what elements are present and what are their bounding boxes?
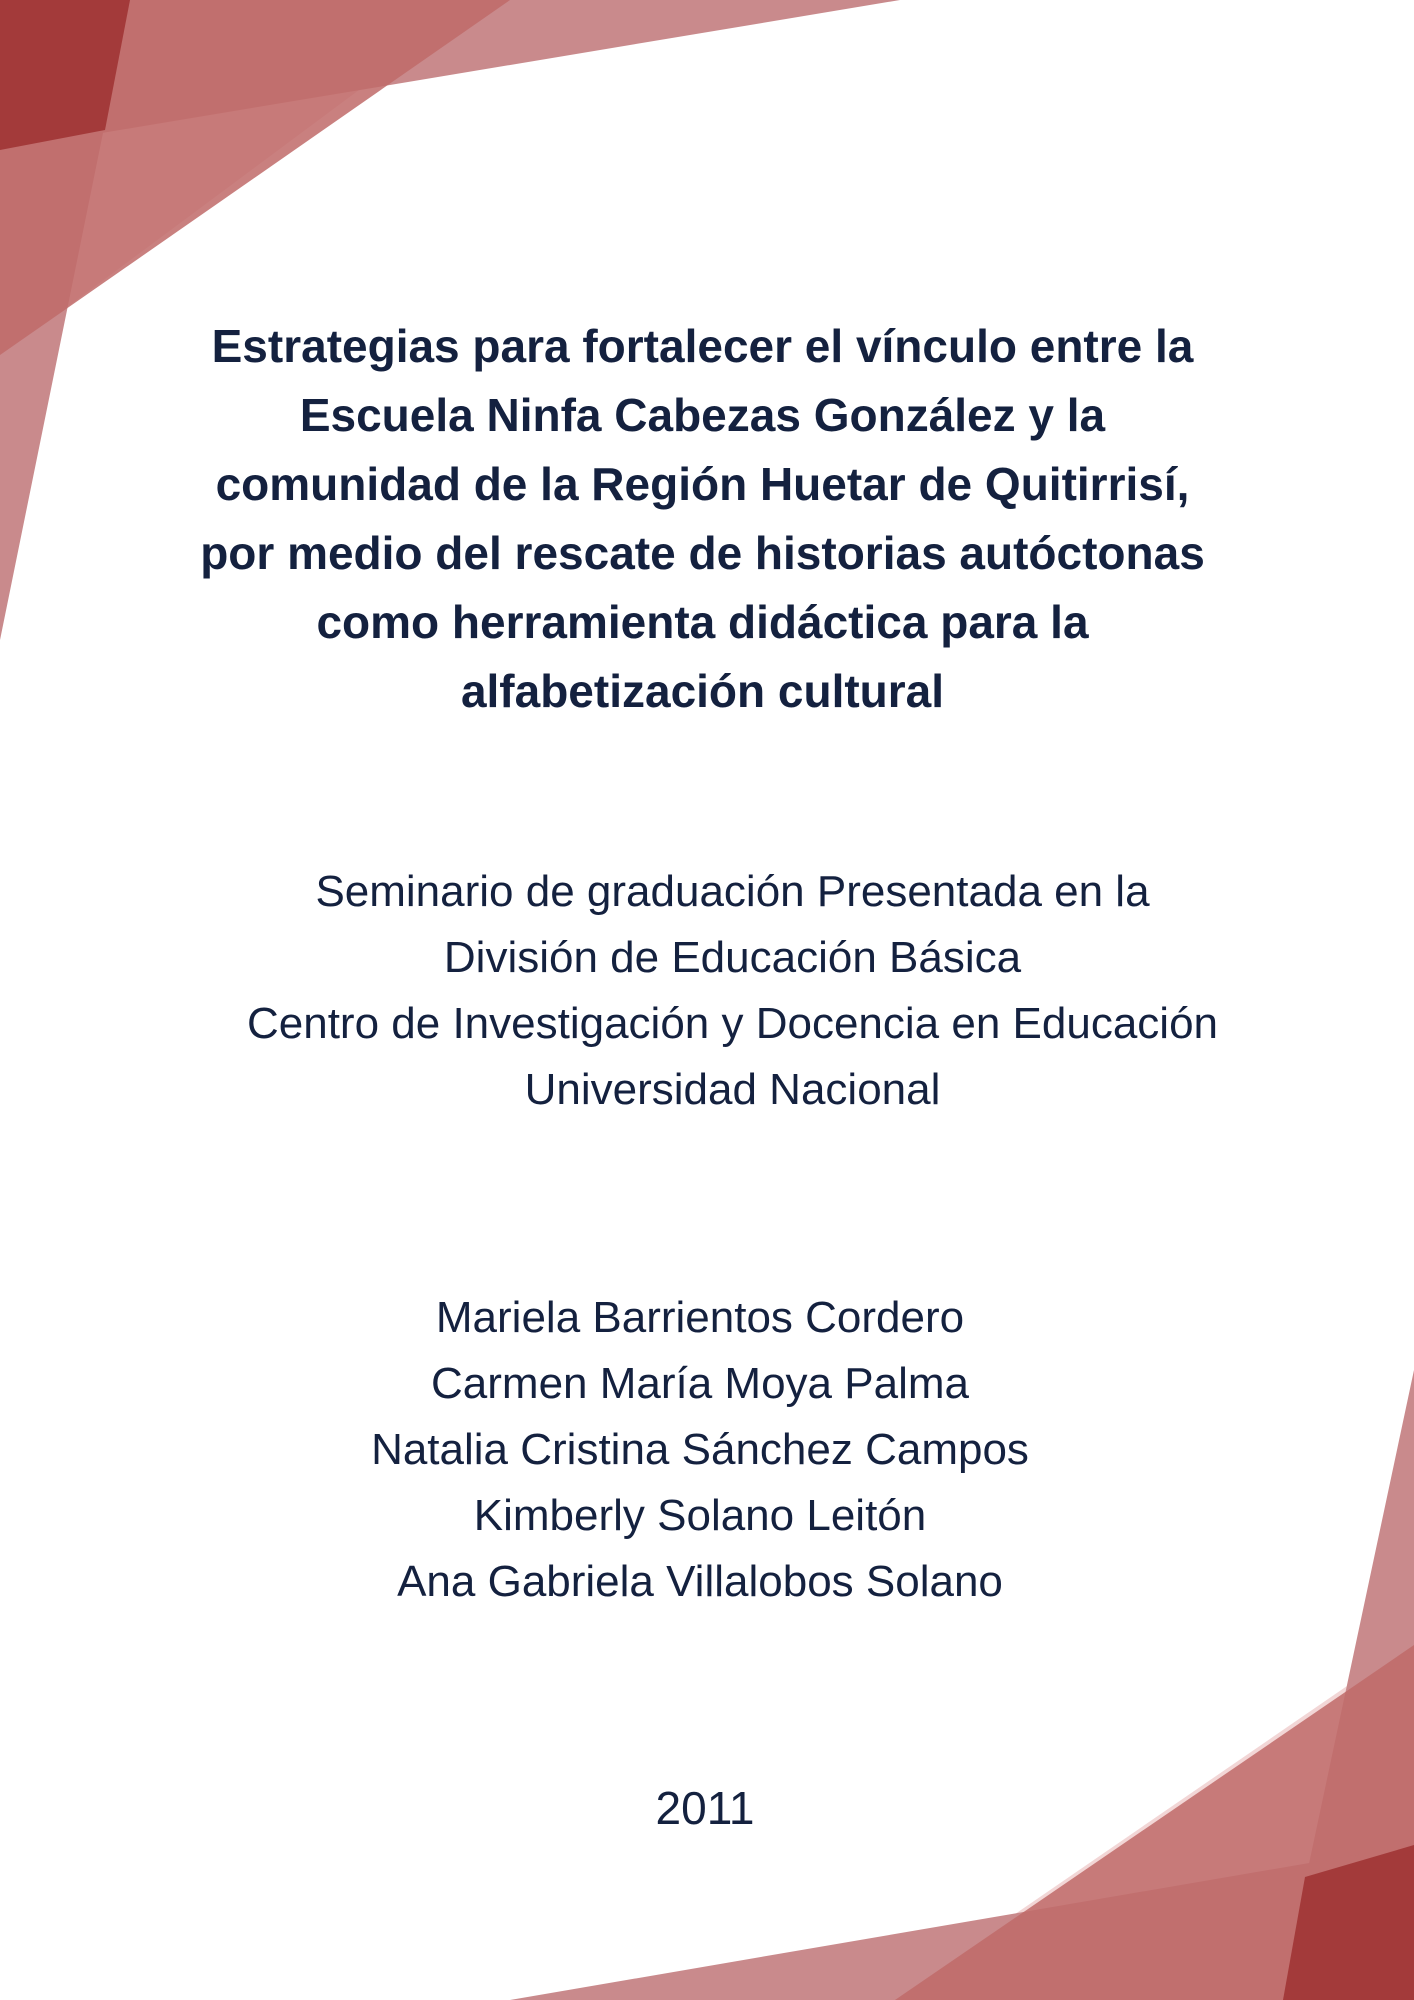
seminar-line: Seminario de graduación Presentada en la	[315, 867, 1150, 916]
university-line: Universidad Nacional	[524, 1065, 941, 1114]
institution-block	[140, 859, 1325, 1123]
title-line: Estrategias para fortalecer el vínculo entre la	[211, 320, 1194, 372]
authors-list	[200, 1285, 1200, 1615]
title-line: como herramienta didáctica para la	[316, 596, 1089, 648]
author-name: Carmen María Moya Palma	[431, 1359, 969, 1408]
document-title	[120, 312, 1285, 726]
publication-year: 2011	[655, 1782, 755, 1834]
author-name: Natalia Cristina Sánchez Campos	[371, 1425, 1029, 1474]
title-line: Escuela Ninfa Cabezas González y la	[299, 389, 1106, 441]
title-line: alfabetización cultural	[460, 665, 945, 717]
center-line: Centro de Investigación y Docencia en Educación	[246, 999, 1219, 1048]
author-name: Mariela Barrientos Cordero	[435, 1293, 965, 1342]
title-line: por medio del rescate de historias autóctonas	[200, 527, 1205, 579]
author-name: Kimberly Solano Leitón	[473, 1491, 927, 1540]
author-name: Ana Gabriela Villalobos Solano	[397, 1557, 1003, 1606]
division-line: División de Educación Básica	[443, 933, 1022, 982]
title-line: comunidad de la Región Huetar de Quitirrisí,	[215, 458, 1190, 510]
